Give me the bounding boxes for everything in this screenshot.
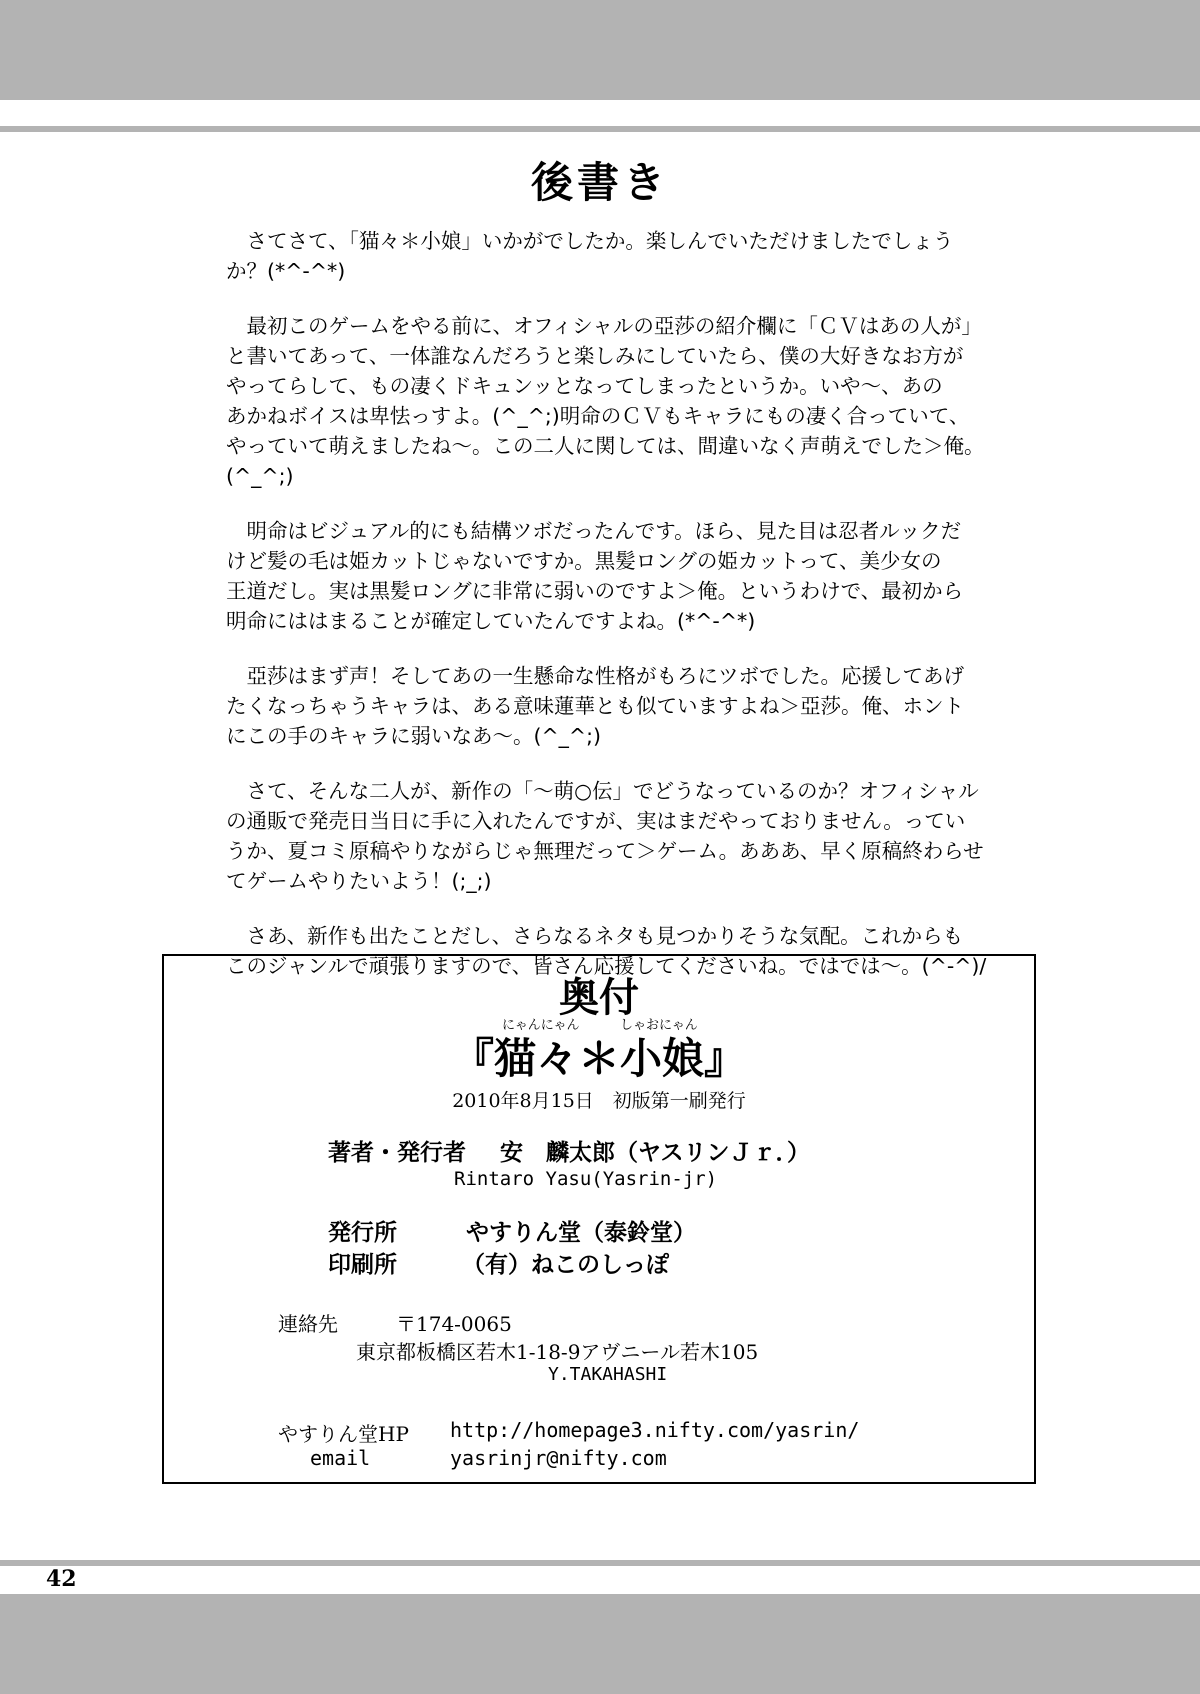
contact-label: 連絡先 <box>278 1312 338 1336</box>
afterword-body <box>226 226 996 1006</box>
bottom-gray-band <box>0 1594 1200 1694</box>
bottom-rule <box>0 1560 1200 1566</box>
page-number: 42 <box>46 1566 77 1592</box>
title-ruby-right: しゃおにゃん <box>620 1018 698 1033</box>
afterword-paragraph-3: 明命はビジュアル的にも結構ツボだったんです。ほら、見た目は忍者ルックだ けど髪の毛は姫カットじゃないですか。黒髪ロングの姫カットって、美少女の 王道だし。実は黒髪ロングに非常に弱いのですよ＞俺。というわけで、最初から 明命にははまることが確定していたんですよね。(*^-^*) <box>226 519 964 633</box>
homepage-url[interactable]: http://homepage3.nifty.com/yasrin/ <box>450 1418 860 1442</box>
publisher-label: 発行所 <box>328 1220 397 1246</box>
colophon-box <box>162 954 1036 1484</box>
address: 東京都板橋区若木1-18-9アヴニール若木105 <box>356 1340 759 1364</box>
afterword-title: 後書き <box>530 158 669 207</box>
email-label: email <box>310 1446 371 1470</box>
author-label: 著者・発行者 <box>328 1140 466 1166</box>
email-address[interactable]: yasrinjr@nifty.com <box>450 1446 667 1470</box>
author-name: 安 麟太郎（ヤスリンＪｒ．） <box>500 1140 811 1166</box>
top-gray-band <box>0 0 1200 100</box>
printer-label: 印刷所 <box>328 1252 397 1278</box>
contact-name: Y.TAKAHASHI <box>548 1364 668 1385</box>
book-title: 『猫々＊小娘』 <box>451 1034 746 1083</box>
title-ruby-left: にゃんにゃん <box>502 1018 580 1033</box>
author-romaji: Rintaro Yasu(Yasrin-jr) <box>454 1168 718 1190</box>
afterword-paragraph-5: さて、そんな二人が、新作の「～萌○伝」でどうなっているのか？オフィシャル の通販で発売日当日に手に入れたんですが、実はまだやっておりません。ってい うか、夏コミ原稿やりながらじゃ無理だって＞ゲーム。あああ、早く原稿終わらせ てゲームやりたいよう！(;_;) <box>226 779 984 893</box>
afterword-paragraph-1: さてさて、「猫々＊小娘」いかがでしたか。楽しんでいただけましたでしょう か？(*^-^*) <box>226 229 954 283</box>
postal-code: 〒174-0065 <box>396 1312 512 1336</box>
publication-date: 2010年8月15日 初版第一刷発行 <box>452 1090 746 1112</box>
afterword-paragraph-6: さあ、新作も出たことだし、さらなるネタも見つかりそうな気配。これからも このジャンルで頑張りますので、皆さん応援してくださいね。ではでは～。(^-^)/ <box>226 924 987 978</box>
homepage-label: やすりん堂HP <box>278 1422 409 1446</box>
top-rule <box>0 126 1200 132</box>
publisher-name: やすりん堂（泰鈴堂） <box>466 1220 696 1246</box>
colophon-heading: 奥付 <box>559 975 639 1021</box>
printer-name: （有）ねこのしっぽ <box>462 1252 669 1278</box>
afterword-paragraph-2: 最初このゲームをやる前に、オフィシャルの亞莎の紹介欄に「ＣＶはあの人が」 と書いてあって、一体誰なんだろうと楽しみにしていたら、僕の大好きなお方が やってらして、もの凄くドキュンッとなってしまったというか。いや～、あの あかねボイスは卑怯っすよ。(^_^;)明命のＣＶもキャラにもの凄く合っていて、 やっていて萌えましたね～。この二人に関しては、間違いなく声萌えでした＞俺。 (^_^;) <box>226 314 985 488</box>
afterword-paragraph-4: 亞莎はまず声！そしてあの一生懸命な性格がもろにツボでした。応援してあげ たくなっちゃうキャラは、ある意味蓮華とも似ていますよね＞亞莎。俺、ホント にこの手のキャラに弱いなあ～。(^_^;) <box>226 664 964 748</box>
